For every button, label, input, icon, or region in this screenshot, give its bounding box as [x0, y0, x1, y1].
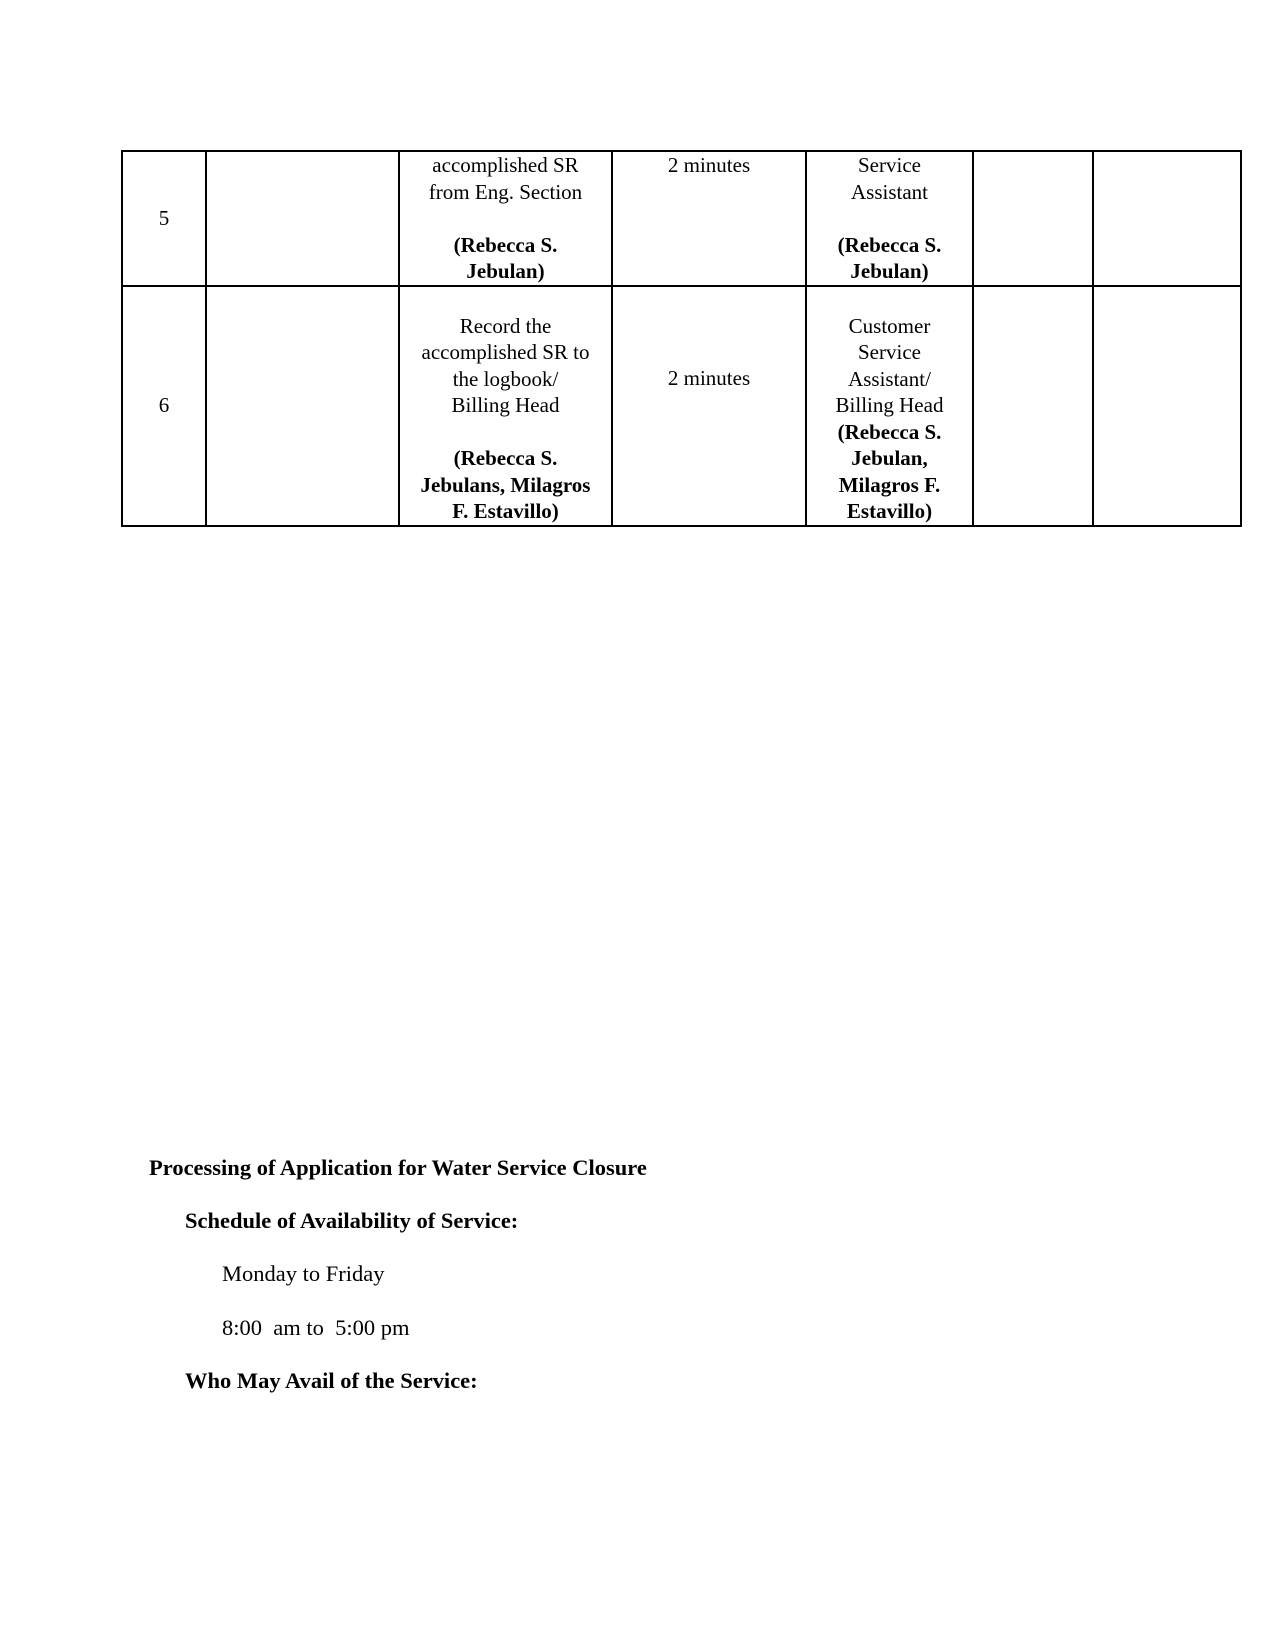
schedule-heading: Schedule of Availability of Service: [185, 1208, 519, 1233]
step-number: 5 [158, 206, 170, 230]
client-steps-cell [206, 151, 399, 286]
remarks-cell [1093, 286, 1241, 526]
service-title: Processing of Application for Water Service Closure [149, 1155, 647, 1180]
responsible-person-line: Jebulan, [851, 446, 928, 470]
responsible-person-cell [806, 286, 973, 526]
table-row [122, 151, 1241, 286]
responsible-line: Service [858, 153, 921, 177]
step-number: 6 [158, 393, 170, 418]
responsible-line: Service [858, 340, 921, 364]
who-may-avail-heading: Who May Avail of the Service: [185, 1368, 478, 1393]
agency-action-person-line: F. Estavillo) [452, 499, 559, 523]
agency-action-line: Billing Head [451, 393, 560, 417]
agency-action-person-line: (Rebecca S. [453, 232, 558, 257]
fees-cell [973, 286, 1093, 526]
schedule-hours: 8:00 am to 5:00 pm [222, 1315, 410, 1340]
agency-action-person-line: Jebulan) [466, 259, 545, 283]
responsible-person-line: (Rebecca S. [837, 232, 942, 257]
schedule-days: Monday to Friday [222, 1261, 385, 1286]
responsible-person-line: Milagros F. [838, 472, 941, 497]
responsible-person-line: (Rebecca S. [837, 419, 942, 444]
responsible-line: Assistant/ [848, 366, 931, 391]
processing-time-cell [612, 151, 806, 286]
agency-action-line: Record the [459, 313, 552, 338]
processing-time-cell [612, 286, 806, 526]
agency-action-person-line: Jebulans, Milagros [420, 472, 591, 497]
agency-action-person-line: (Rebecca S. [453, 446, 558, 470]
remarks-cell [1093, 151, 1241, 286]
responsible-person-line: Estavillo) [846, 499, 933, 523]
table-row [122, 286, 1241, 526]
fees-cell [973, 151, 1093, 286]
agency-action-line: accomplished SR to [421, 340, 590, 364]
agency-action-line: the logbook/ [452, 366, 559, 391]
client-steps-cell [206, 286, 399, 526]
responsible-line: Assistant [850, 179, 928, 204]
step-number-cell [122, 286, 206, 526]
responsible-person-line: Jebulan) [850, 259, 929, 283]
processing-time: 2 minutes [667, 153, 751, 177]
step-number-cell [122, 151, 206, 286]
responsible-person-cell [806, 151, 973, 286]
agency-action-cell [399, 286, 612, 526]
process-steps-table [121, 150, 1242, 527]
agency-action-cell [399, 151, 612, 286]
agency-action-line: from Eng. Section [428, 179, 583, 204]
processing-time: 2 minutes [667, 365, 751, 390]
responsible-line: Customer [848, 313, 931, 338]
agency-action-line: accomplished SR [432, 153, 579, 177]
responsible-line: Billing Head [835, 393, 944, 417]
